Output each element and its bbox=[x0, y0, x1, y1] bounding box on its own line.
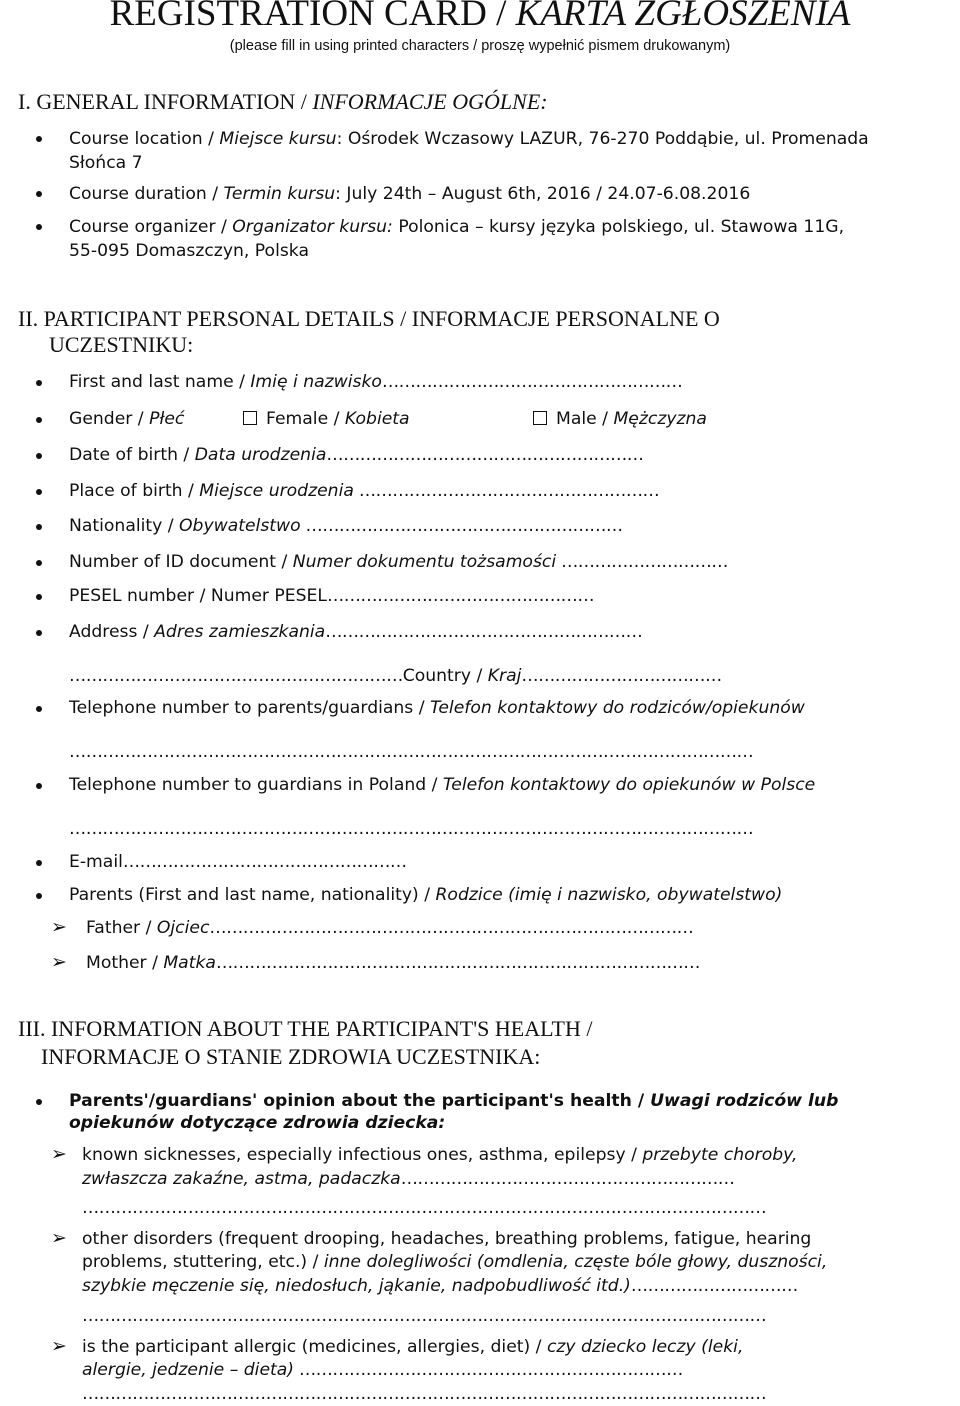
page-title bbox=[0, 0, 960, 38]
bullet-icon bbox=[36, 380, 42, 386]
id-doc-label-en: Number of ID document / bbox=[69, 552, 293, 572]
course-organizer-line bbox=[69, 215, 844, 239]
section-3-heading-line2: INFORMACJE O STANIE ZDROWIA UCZESTNIKA: bbox=[41, 1044, 541, 1069]
course-organizer-value-line2: 55-095 Domaszczyn, Polska bbox=[69, 241, 309, 261]
name-label-pl: Imię i nazwisko bbox=[250, 372, 382, 392]
health-opinion-label-line2 bbox=[69, 1111, 445, 1135]
country-field[interactable] bbox=[69, 664, 722, 688]
father-label-en: Father / bbox=[86, 918, 157, 938]
gender-female-option[interactable] bbox=[243, 407, 410, 431]
sicknesses-dots: …………………………………………………… bbox=[400, 1169, 735, 1189]
sicknesses-label bbox=[82, 1143, 797, 1167]
female-checkbox[interactable] bbox=[243, 411, 257, 425]
bullet-icon bbox=[36, 1099, 42, 1105]
tel-parents-label bbox=[69, 696, 805, 720]
name-field[interactable] bbox=[69, 370, 682, 394]
allergy-label-en: is the participant allergic (medicines, allergies, diet) / bbox=[82, 1337, 547, 1357]
mother-dots: …………………………………………………………………………… bbox=[215, 953, 700, 973]
bullet-icon bbox=[36, 893, 42, 899]
arrow-bullet-icon: ➢ bbox=[51, 951, 67, 973]
arrow-bullet-icon: ➢ bbox=[51, 1335, 67, 1357]
father-label-pl: Ojciec bbox=[156, 918, 210, 938]
bullet-icon bbox=[36, 524, 42, 530]
health-opinion-label bbox=[69, 1089, 838, 1113]
dob-label-en: Date of birth / bbox=[69, 445, 195, 465]
allergy-label-pl-line2: alergie, jedzenie – dieta) bbox=[82, 1360, 294, 1380]
male-label-en: Male / bbox=[556, 409, 614, 429]
gender-label bbox=[69, 407, 184, 431]
allergy-label-pl: czy dziecko leczy (leki, bbox=[546, 1337, 744, 1357]
id-doc-label-pl: Numer dokumentu tożsamości bbox=[292, 552, 557, 572]
section-2-heading-line2: UCZESTNIKU: bbox=[49, 332, 194, 357]
email-label: E-mail bbox=[69, 852, 123, 872]
parents-label-en: Parents (First and last name, nationality) / bbox=[69, 885, 436, 905]
tel-poland-label-pl: Telefon kontaktowy do opiekunów w Polsce bbox=[442, 775, 816, 795]
bullet-icon bbox=[36, 706, 42, 712]
pesel-label: PESEL number / Numer PESEL bbox=[69, 586, 327, 606]
bullet-icon bbox=[36, 630, 42, 636]
sicknesses-field[interactable] bbox=[82, 1167, 734, 1191]
course-duration-line bbox=[69, 182, 750, 206]
arrow-bullet-icon: ➢ bbox=[51, 916, 67, 938]
father-field[interactable] bbox=[86, 916, 693, 940]
country-dots-after: ……………………………… bbox=[521, 666, 722, 686]
allergy-dots-line2[interactable]: …………………………………………………………………………………………………………… bbox=[82, 1384, 767, 1404]
arrow-bullet-icon: ➢ bbox=[51, 1143, 67, 1165]
tel-parents-label-en: Telephone number to parents/guardians / bbox=[69, 698, 430, 718]
other-disorders-label: other disorders (frequent drooping, headaches, breathing problems, fatigue, hearing bbox=[82, 1229, 812, 1249]
section-3-heading: III. INFORMATION ABOUT THE PARTICIPANT'S HEALTH / bbox=[18, 1016, 593, 1041]
nationality-label-en: Nationality / bbox=[69, 516, 180, 536]
course-location-value: : Ośrodek Wczasowy LAZUR, 76-270 Poddąbie, ul. Promenada bbox=[336, 129, 869, 149]
health-opinion-label-en: Parents'/guardians' opinion about the participant's health / bbox=[69, 1091, 651, 1111]
bullet-icon bbox=[36, 224, 42, 230]
bullet-icon bbox=[36, 136, 42, 142]
other-disorders-dots-line2[interactable]: …………………………………………………………………………………………………………… bbox=[82, 1306, 767, 1326]
address-dots: ………………………………………………… bbox=[325, 622, 643, 642]
course-duration-label-pl: Termin kursu bbox=[223, 184, 336, 204]
bullet-icon bbox=[36, 417, 42, 423]
nationality-field[interactable] bbox=[69, 514, 623, 538]
other-disorders-dots: ………………………… bbox=[630, 1276, 798, 1296]
pob-label-pl: Miejsce urodzenia bbox=[199, 481, 354, 501]
country-dots-before: …………………………………………………… bbox=[69, 666, 403, 686]
sicknesses-label-pl: przebyte choroby, bbox=[642, 1145, 798, 1165]
pesel-dots: ………………………………………… bbox=[327, 586, 594, 606]
other-disorders-label-pl-line3: szybkie męczenie się, niedosłuch, jąkanie, nadpobudliwość itd.) bbox=[82, 1276, 631, 1296]
course-organizer-value: Polonica – kursy języka polskiego, ul. Stawowa 11G, bbox=[392, 217, 845, 237]
gender-male-option[interactable] bbox=[533, 407, 707, 431]
title-polish: KARTA ZGŁOSZENIA bbox=[515, 0, 851, 34]
health-opinion-label-pl-line2: opiekunów dotyczące zdrowia dziecka: bbox=[69, 1113, 446, 1133]
male-label-pl: Mężczyzna bbox=[613, 409, 707, 429]
email-field[interactable] bbox=[69, 850, 407, 874]
course-location-value-line2: Słońca 7 bbox=[69, 153, 143, 173]
other-disorders-label-pl: inne dolegliwości (omdlenia, częste bóle głowy, duszności, bbox=[323, 1252, 828, 1272]
allergy-label bbox=[82, 1335, 743, 1359]
date-of-birth-field[interactable] bbox=[69, 443, 643, 467]
bullet-icon bbox=[36, 560, 42, 566]
bullet-icon bbox=[36, 783, 42, 789]
section-1-heading-pl: INFORMACJE OGÓLNE: bbox=[312, 89, 548, 114]
address-label-pl: Adres zamieszkania bbox=[154, 622, 326, 642]
tel-parents-label-pl: Telefon kontaktowy do rodziców/opiekunów bbox=[429, 698, 805, 718]
bullet-icon bbox=[36, 191, 42, 197]
bullet-icon bbox=[36, 453, 42, 459]
mother-label-en: Mother / bbox=[86, 953, 164, 973]
section-1-heading bbox=[18, 88, 548, 116]
sicknesses-label-pl-line2: zwłaszcza zakaźne, astma, padaczka bbox=[82, 1169, 401, 1189]
id-doc-dots: ………………………… bbox=[556, 552, 728, 572]
page-subtitle: (please fill in using printed characters / proszę wypełnić pismem drukowanym) bbox=[229, 38, 731, 54]
female-label-pl: Kobieta bbox=[344, 409, 410, 429]
arrow-bullet-icon: ➢ bbox=[51, 1227, 67, 1249]
tel-poland-label bbox=[69, 773, 815, 797]
course-organizer-label-pl: Organizator kursu: bbox=[232, 217, 393, 237]
parents-label bbox=[69, 883, 782, 907]
gender-label-pl: Płeć bbox=[149, 409, 185, 429]
tel-poland-label-en: Telephone number to guardians in Poland / bbox=[69, 775, 443, 795]
pob-label-en: Place of birth / bbox=[69, 481, 200, 501]
father-dots: …………………………………………………………………………… bbox=[209, 918, 694, 938]
course-location-label-en: Course location / bbox=[69, 129, 220, 149]
other-disorders-label-en: problems, stuttering, etc.) / bbox=[82, 1252, 324, 1272]
bullet-icon bbox=[36, 594, 42, 600]
parents-label-pl: Rodzice (imię i nazwisko, obywatelstwo) bbox=[435, 885, 783, 905]
course-duration-label-en: Course duration / bbox=[69, 184, 224, 204]
gender-label-en: Gender / bbox=[69, 409, 150, 429]
course-organizer-label-en: Course organizer / bbox=[69, 217, 233, 237]
dob-dots: ………………………………………………… bbox=[326, 445, 644, 465]
pesel-field[interactable] bbox=[69, 584, 594, 608]
course-duration-value: : July 24th – August 6th, 2016 / 24.07-6.08.2016 bbox=[335, 184, 751, 204]
other-disorders-field[interactable] bbox=[82, 1274, 798, 1298]
section-2-heading: II. PARTICIPANT PERSONAL DETAILS / INFORMACJE PERSONALNE O bbox=[18, 306, 720, 331]
allergy-field[interactable] bbox=[82, 1358, 683, 1382]
female-label-en: Female / bbox=[266, 409, 345, 429]
title-english: REGISTRATION CARD / bbox=[109, 0, 516, 34]
health-opinion-label-pl: Uwagi rodziców lub bbox=[650, 1091, 839, 1111]
dob-label-pl: Data urodzenia bbox=[194, 445, 327, 465]
country-label-en: Country / bbox=[402, 666, 488, 686]
country-label-pl: Kraj bbox=[487, 666, 522, 686]
other-disorders-label-line2 bbox=[82, 1250, 827, 1274]
bullet-icon bbox=[36, 860, 42, 866]
id-document-field[interactable] bbox=[69, 550, 728, 574]
pob-dots: ……………………………………………… bbox=[353, 481, 660, 501]
sicknesses-label-en: known sicknesses, especially infectious ones, asthma, epilepsy / bbox=[82, 1145, 643, 1165]
address-label-en: Address / bbox=[69, 622, 155, 642]
section-1-heading-en: I. GENERAL INFORMATION / bbox=[18, 89, 313, 114]
place-of-birth-field[interactable] bbox=[69, 479, 659, 503]
tel-poland-dots[interactable]: …………………………………………………………………………………………………………… bbox=[69, 819, 754, 839]
mother-label-pl: Matka bbox=[163, 953, 216, 973]
name-label-en: First and last name / bbox=[69, 372, 251, 392]
male-checkbox[interactable] bbox=[533, 411, 547, 425]
allergy-dots: …………………………………………………………… bbox=[294, 1360, 683, 1380]
nationality-label-pl: Obywatelstwo bbox=[179, 516, 301, 536]
nationality-dots: ………………………………………………… bbox=[300, 516, 623, 536]
course-location-line bbox=[69, 127, 869, 151]
address-field[interactable] bbox=[69, 620, 642, 644]
email-dots: …………………………………………… bbox=[122, 852, 407, 872]
bullet-icon bbox=[36, 489, 42, 495]
name-dots: ……………………………………………… bbox=[381, 372, 683, 392]
mother-field[interactable] bbox=[86, 951, 700, 975]
tel-parents-dots[interactable]: …………………………………………………………………………………………………………… bbox=[69, 742, 754, 762]
sicknesses-dots-line2[interactable]: …………………………………………………………………………………………………………… bbox=[82, 1198, 767, 1218]
course-location-label-pl: Miejsce kursu bbox=[219, 129, 337, 149]
